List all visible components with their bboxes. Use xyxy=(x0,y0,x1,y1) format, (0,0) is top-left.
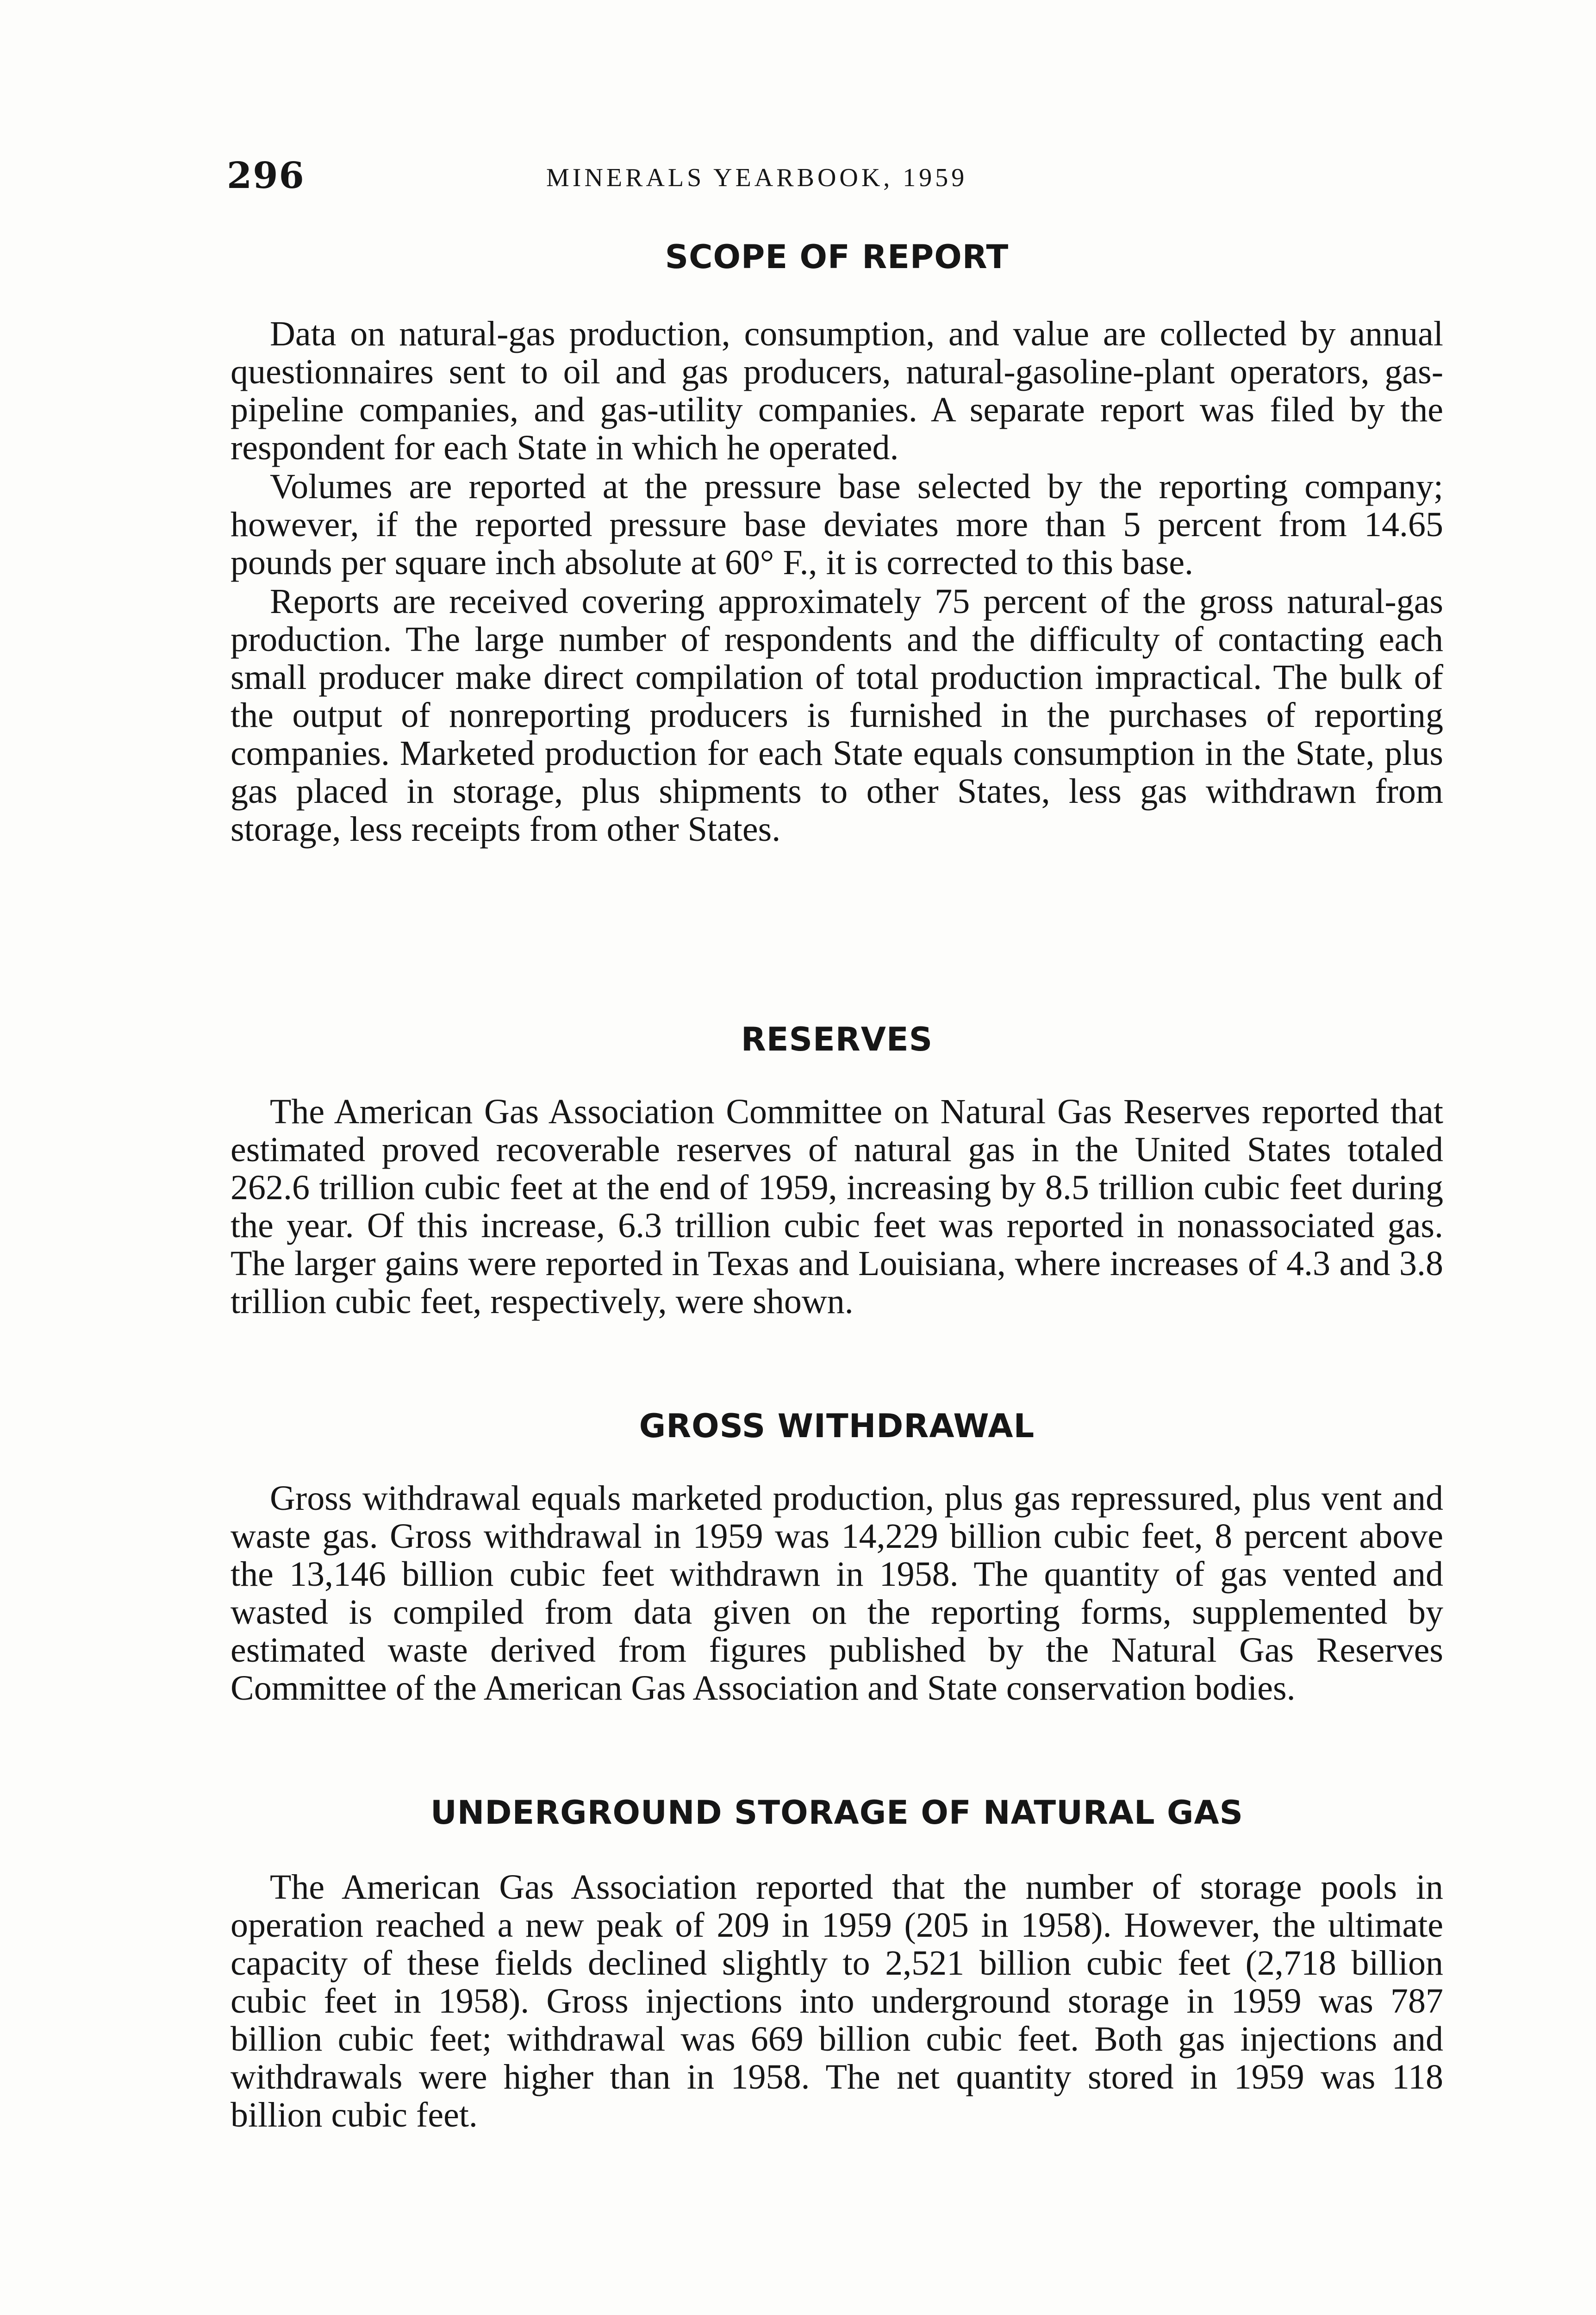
paragraph: Reports are received covering approximately 75 percent of the gross natural-gas production. The large number of respondents and the difficulty of contacting each small producer make direct compilation of total production impractical. The bulk of the output of nonreporting producers is furnished in the purchases of reporting companies. Marketed production for each State equals consumption in the State, plus gas placed in storage, plus shipments to other States, less gas withdrawn from storage, less receipts from other States. xyxy=(231,582,1443,849)
section-underground-storage xyxy=(231,1792,1443,2134)
running-title: MINERALS YEARBOOK, 1959 xyxy=(546,163,968,192)
paragraph: Volumes are reported at the pressure base selected by the reporting company; however, if the reported pressure base deviates more than 5 percent from 14.65 pounds per square inch absolute at 60° F., it is corrected to this base. xyxy=(231,467,1443,582)
paragraph: The American Gas Association reported that the number of storage pools in operation reached a new peak of 209 in 1959 (205 in 1958). However, the ultimate capacity of these fields declined slightly to 2,521 billion cubic feet (2,718 billion cubic feet in 1958). Gross injections into underground storage in 1959 was 787 billion cubic feet; withdrawal was 669 billion cubic feet. Both gas injections and withdrawals were higher than in 1958. The net quantity stored in 1959 was 118 billion cubic feet. xyxy=(231,1868,1443,2134)
section-reserves xyxy=(231,1019,1443,1320)
section-gross-withdrawal xyxy=(231,1405,1443,1707)
paragraph: Gross withdrawal equals marketed production, plus gas repressured, plus vent and waste gas. Gross withdrawal in 1959 was 14,229 billion cubic feet, 8 percent above the 13,146 billion cubic feet withdrawn in 1958. The quantity of gas vented and wasted is compiled from data given on the reporting forms, supplemented by estimated waste derived from figures published by the Natural Gas Reserves Committee of the American Gas Association and State conservation bodies. xyxy=(231,1479,1443,1708)
section-heading: RESERVES xyxy=(741,1020,933,1058)
page-number: 296 xyxy=(227,155,305,197)
section-heading: SCOPE OF REPORT xyxy=(665,238,1009,276)
section-scope-of-report xyxy=(231,236,1443,848)
section-heading: GROSS WITHDRAWAL xyxy=(639,1407,1035,1445)
section-heading: UNDERGROUND STORAGE OF NATURAL GAS xyxy=(430,1794,1244,1832)
paragraph: The American Gas Association Committee on Natural Gas Reserves reported that estimated proved recoverable reserves of natural gas in the United States totaled 262.6 trillion cubic feet at the end of 1959, increasing by 8.5 trillion cubic feet during the year. Of this increase, 6.3 trillion cubic feet was reported in nonassociated gas. The larger gains were reported in Texas and Louisiana, where increases of 4.3 and 3.8 trillion cubic feet, respectively, were shown. xyxy=(231,1092,1443,1321)
running-head xyxy=(227,153,1449,208)
paragraph: Data on natural-gas production, consumption, and value are collected by annual questionnaires sent to oil and gas producers, natural-gasoline-plant operators, gas-pipeline companies, and gas-utility companies. A separate report was filed by the respondent for each State in which he operated. xyxy=(231,314,1443,467)
